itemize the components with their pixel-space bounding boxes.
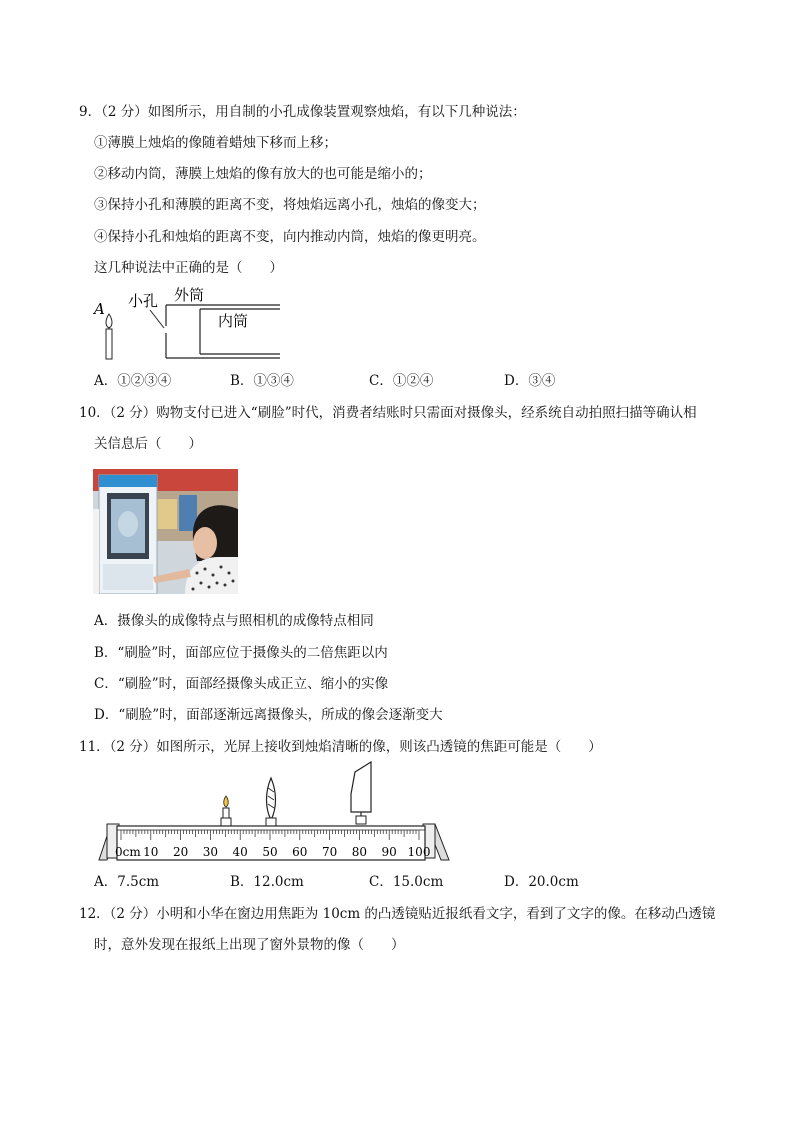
q9-statement-4: ④保持小孔和烛焰的距离不变，向内推动内筒，烛焰的像更明亮。: [94, 229, 486, 245]
q9-statement-3: ③保持小孔和薄膜的距离不变，将烛焰远离小孔，烛焰的像变大；: [94, 197, 486, 213]
q11-optical-bench-figure: [93, 760, 453, 866]
ruler-label: 70: [321, 845, 338, 859]
candle-flame-icon: [224, 796, 229, 807]
q11-option-b: B．12.0cm: [230, 874, 304, 890]
ruler-label: 80: [351, 845, 368, 859]
q9-option-a: A．①②③④: [94, 373, 172, 389]
ruler-label: 0cm: [115, 845, 141, 859]
ruler-label: 40: [232, 845, 248, 859]
q9-option-b: B．①③④: [230, 373, 294, 389]
q9-question: 这几种说法中正确的是（ ）: [94, 260, 283, 276]
q9-label-a: A: [94, 300, 105, 318]
hole-pointer-line: [150, 310, 164, 328]
ruler-label: 90: [381, 845, 397, 859]
q11-option-d: D．20.0cm: [504, 874, 579, 890]
q9-statement-2: ②移动内筒，薄膜上烛焰的像有放大的也可能是缩小的；: [94, 166, 432, 182]
q9-label-inner: 内筒: [218, 312, 249, 330]
q10-option-b: B．“刷脸”时，面部应位于摄像头的二倍焦距以内: [94, 645, 388, 661]
q12-stem-line-1: 12．（2 分）小明和小华在窗边用焦距为 10cm 的凸透镜贴近报纸看文字，看到了文字的像。在移动凸透镜: [79, 906, 716, 922]
q9-stem: 9．（2 分）如图所示，用自制的小孔成像装置观察烛焰，有以下几种说法：: [79, 104, 526, 120]
q9-pinhole-figure: [90, 282, 290, 366]
q12-stem-line-2: 时，意外发现在报纸上出现了窗外景物的像（ ）: [94, 937, 405, 953]
ruler-label: 10: [143, 845, 159, 859]
q10-stem-line-1: 10．（2 分）购物支付已进入“刷脸”时代，消费者结账时只需面对摄像头，经系统自动拍照扫描等确认相: [79, 405, 697, 421]
shopper-face: [193, 527, 217, 559]
q10-option-d: D．“刷脸”时，面部逐渐远离摄像头，所成的像会逐渐变大: [94, 707, 443, 723]
q9-statement-1: ①薄膜上烛焰的像随着蜡烛下移而上移；: [94, 135, 337, 151]
light-screen: [351, 762, 371, 812]
ruler-label: 100: [407, 845, 431, 859]
ruler-label: 50: [262, 845, 278, 859]
q10-option-a: A．摄像头的成像特点与照相机的成像特点相同: [94, 613, 374, 629]
q10-stem-line-2: 关信息后（ ）: [94, 436, 202, 452]
q9-option-c: C．①②④: [369, 373, 434, 389]
q10-face-payment-photo: [93, 469, 238, 594]
candle-icon: [106, 329, 112, 359]
q11-option-c: C．15.0cm: [369, 874, 444, 890]
convex-lens: [267, 778, 276, 820]
q9-label-outer: 外筒: [174, 286, 205, 304]
ruler-label: 30: [202, 845, 219, 859]
ruler-label: 20: [172, 845, 189, 859]
q9-label-hole: 小孔: [128, 292, 159, 310]
q11-stem: 11．（2 分）如图所示，光屏上接收到烛焰清晰的像，则该凸透镜的焦距可能是（ ）: [79, 739, 602, 755]
ruler-label: 60: [292, 845, 308, 859]
q10-option-c: C．“刷脸”时，面部经摄像头成正立、缩小的实像: [94, 676, 389, 692]
q9-option-d: D．③④: [504, 373, 556, 389]
q11-option-a: A．7.5cm: [94, 874, 160, 890]
candle-flame-icon: [106, 314, 112, 328]
